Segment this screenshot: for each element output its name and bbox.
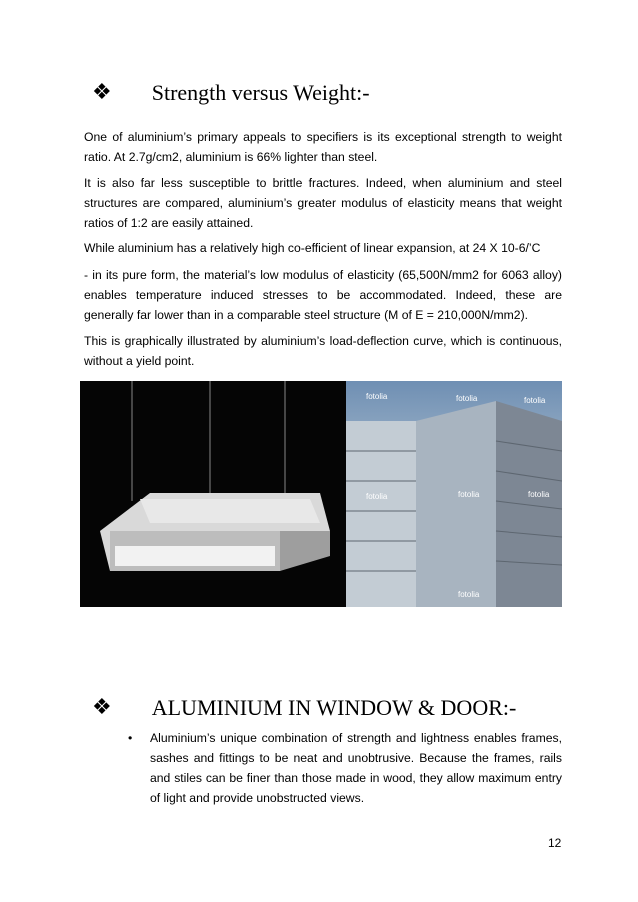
watermark-label: fotolia [366, 392, 388, 401]
paragraph: While aluminium has a relatively high co-efficient of linear expansion, at 24 X 10-6/’C [84, 241, 541, 255]
section-heading-strength [92, 80, 370, 106]
paragraph: It is also far less susceptible to brittle fractures. Indeed, when aluminium and steel structures are compared, aluminium’s greater modulus of elasticity means that weight ratios of 1:2 are easily attained. [84, 176, 562, 230]
paragraph: This is graphically illustrated by aluminium’s load-deflection curve, which is continuous, without a yield point. [84, 334, 562, 368]
watermark-label: fotolia [528, 490, 550, 499]
bullet-dot-icon: • [128, 731, 133, 745]
paragraph: One of aluminium’s primary appeals to specifiers is its exceptional strength to weight ratio. At 2.7g/cm2, aluminium is 66% lighter than steel. [84, 130, 562, 164]
list-item-text: Aluminium’s unique combination of strength and lightness enables frames, sashes and fittings to be neat and unobtrusive. Because the frames, rails and stiles can be finer than those made in wood, they allow maximum entry of light and provide unobstructed views. [150, 731, 562, 805]
heading-text: Strength versus Weight:- [151, 80, 370, 105]
section-heading-window-door [92, 695, 516, 721]
watermark-label: fotolia [456, 394, 478, 403]
watermark-label: fotolia [524, 396, 546, 405]
diamond-cluster-icon: ❖ [92, 80, 112, 105]
watermark-label: fotolia [366, 492, 388, 501]
pendant-lamp-image [80, 381, 346, 607]
page-number: 12 [548, 836, 562, 850]
watermark-label: fotolia [458, 590, 480, 599]
building-facade-image [346, 381, 562, 607]
watermark-label: fotolia [458, 490, 480, 499]
list-item [128, 728, 562, 808]
heading-text: ALUMINIUM IN WINDOW & DOOR:- [151, 695, 517, 720]
bullet-list [128, 728, 562, 808]
paragraph: - in its pure form, the material’s low modulus of elasticity (65,500N/mm2 for 6063 alloy) enables temperature induced stresses to be accommodated. Indeed, these are generally far lower than in a comparable steel structure (M of E = 210,000N/mm2). [84, 268, 562, 322]
diamond-cluster-icon: ❖ [92, 695, 112, 720]
